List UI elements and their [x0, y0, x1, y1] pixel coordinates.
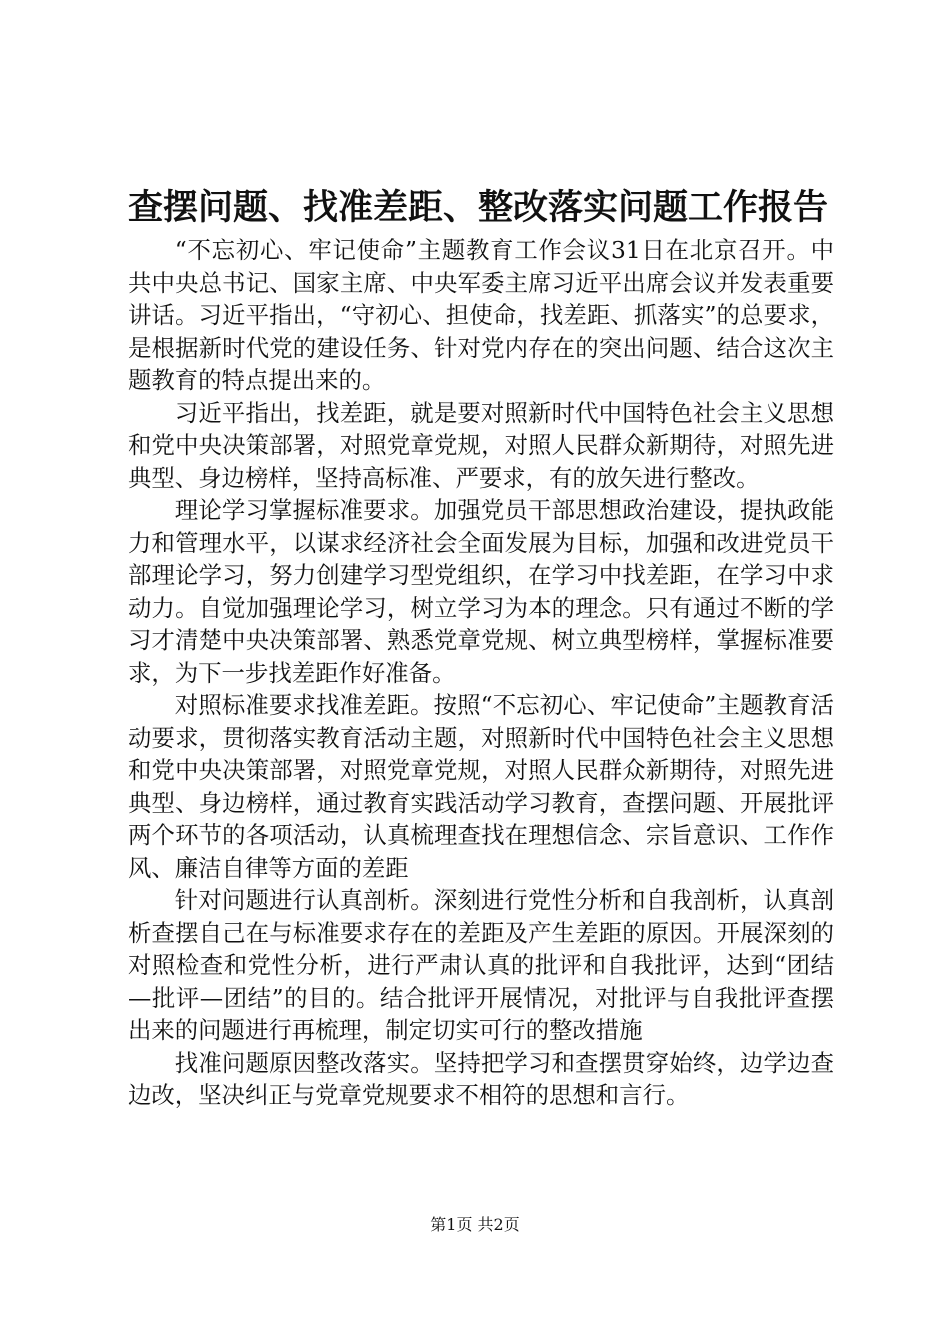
- document-body: [128, 234, 834, 1112]
- paragraph: 理论学习掌握标准要求。加强党员干部思想政治建设，提执政能力和管理水平，以谋求经济社会全面发展为目标，加强和改进党员干部理论学习，努力创建学习型党组织，在学习中找差距，在学习中求动力。自觉加强理论学习，树立学习为本的理念。只有通过不断的学习才清楚中央决策部署、熟悉党章党规、树立典型榜样，掌握标准要求，为下一步找差距作好准备。: [128, 496, 834, 687]
- paragraph: 对照标准要求找准差距。按照“不忘初心、牢记使命”主题教育活动要求，贯彻落实教育活动主题，对照新时代中国特色社会主义思想和党中央决策部署，对照党章党规，对照人民群众新期待，对照先进典型、身边榜样，通过教育实践活动学习教育，查摆问题、开展批评两个环节的各项活动，认真梳理查找在理想信念、宗旨意识、工作作风、廉洁自律等方面的差距: [128, 691, 834, 882]
- paragraph: 习近平指出，找差距，就是要对照新时代中国特色社会主义思想和党中央决策部署，对照党章党规，对照人民群众新期待，对照先进典型、身边榜样，坚持高标准、严要求，有的放矢进行整改。: [128, 398, 834, 492]
- paragraph: “不忘初心、牢记使命”主题教育工作会议31日在北京召开。中共中央总书记、国家主席、中央军委主席习近平出席会议并发表重要讲话。习近平指出，“守初心、担使命，找差距、抓落实”的总要求，是根据新时代党的建设任务、针对党内存在的突出问题、结合这次主题教育的特点提出来的。: [128, 236, 834, 394]
- page-footer: 第1页 共2页: [430, 1215, 520, 1234]
- document-title: 查摆问题、找准差距、整改落实问题工作报告: [128, 187, 829, 228]
- paragraph: 针对问题进行认真剖析。深刻进行党性分析和自我剖析，认真剖析查摆自己在与标准要求存在的差距及产生差距的原因。开展深刻的对照检查和党性分析，进行严肃认真的批评和自我批评，达到“团结—批评—团结”的目的。结合批评开展情况，对批评与自我批评查摆出来的问题进行再梳理，制定切实可行的整改措施: [128, 886, 834, 1044]
- paragraph: 找准问题原因整改落实。坚持把学习和查摆贯穿始终，边学边查边改，坚决纠正与党章党规要求不相符的思想和言行。: [128, 1048, 834, 1109]
